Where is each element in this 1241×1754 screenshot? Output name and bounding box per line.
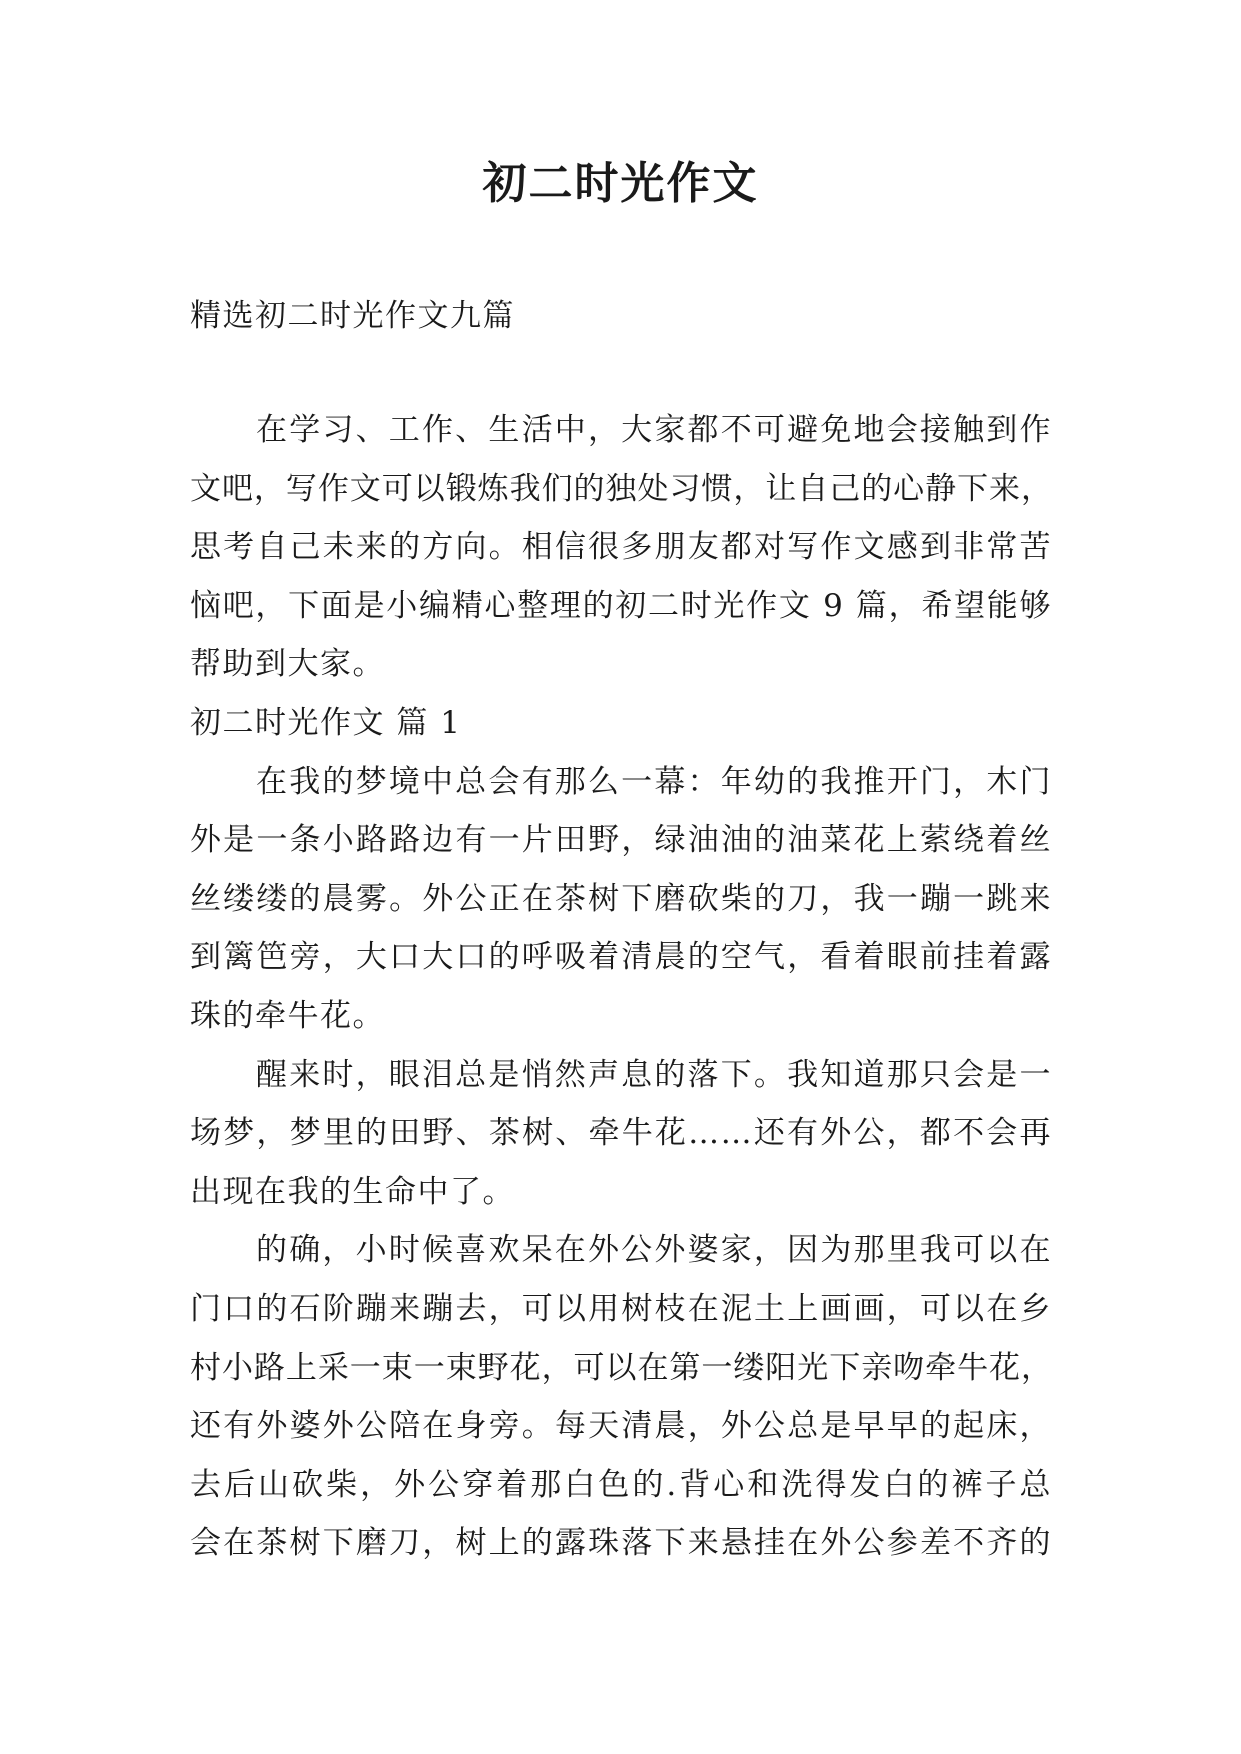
document-body: [190, 401, 1052, 1573]
paragraph-line: 在学习、工作、生活中，大家都不可避免地会接触到作: [256, 412, 1052, 448]
intro-paragraph: [190, 401, 1052, 694]
paragraph-line: 还有外婆外公陪在身旁。每天清晨，外公总是早早的起床，: [190, 1408, 1052, 1445]
paragraph-line: 思考自己未来的方向。相信很多朋友都对写作文感到非常苦: [190, 529, 1052, 566]
essay-paragraph: [190, 1046, 1052, 1222]
paragraph-line: 村小路上采一束一束野花，可以在第一缕阳光下亲吻牵牛花，: [190, 1349, 1052, 1386]
paragraph-line: 在我的梦境中总会有那么一幕：年幼的我推开门，木门: [256, 763, 1052, 800]
document-subtitle: 精选初二时光作文九篇: [190, 298, 515, 334]
paragraph-line: 丝缕缕的晨雾。外公正在茶树下磨砍柴的刀，我一蹦一跳来: [190, 880, 1052, 917]
paragraph-line: 珠的牵牛花。: [190, 997, 385, 1034]
paragraph-line: 出现在我的生命中了。: [190, 1173, 515, 1210]
paragraph-line: 门口的石阶蹦来蹦去，可以用树枝在泥土上画画，可以在乡: [190, 1290, 1052, 1327]
paragraph-line: 醒来时，眼泪总是悄然声息的落下。我知道那只会是一: [256, 1056, 1052, 1093]
paragraph-line: 文吧，写作文可以锻炼我们的独处习惯，让自己的心静下来，: [190, 470, 1052, 507]
paragraph-line: 会在茶树下磨刀，树上的露珠落下来悬挂在外公参差不齐的: [190, 1525, 1052, 1562]
essay-heading: 初二时光作文 篇 1: [190, 704, 462, 741]
paragraph-line: 外是一条小路路边有一片田野，绿油油的油菜花上萦绕着丝: [190, 822, 1052, 859]
essay-paragraph: [190, 753, 1052, 1046]
paragraph-line: 的确，小时候喜欢呆在外公外婆家，因为那里我可以在: [256, 1232, 1052, 1269]
paragraph-line: 去后山砍柴，外公穿着那白色的.背心和洗得发白的裤子总: [190, 1466, 1052, 1503]
essay-paragraph: [190, 1221, 1052, 1573]
paragraph-line: 恼吧，下面是小编精心整理的初二时光作文 9 篇，希望能够: [190, 587, 1052, 624]
paragraph-line: 场梦，梦里的田野、茶树、牵牛花……还有外公，都不会再: [190, 1115, 1052, 1152]
document-title: 初二时光作文: [482, 158, 759, 209]
paragraph-line: 帮助到大家。: [190, 646, 385, 683]
paragraph-line: 到篱笆旁，大口大口的呼吸着清晨的空气，看着眼前挂着露: [190, 939, 1052, 976]
